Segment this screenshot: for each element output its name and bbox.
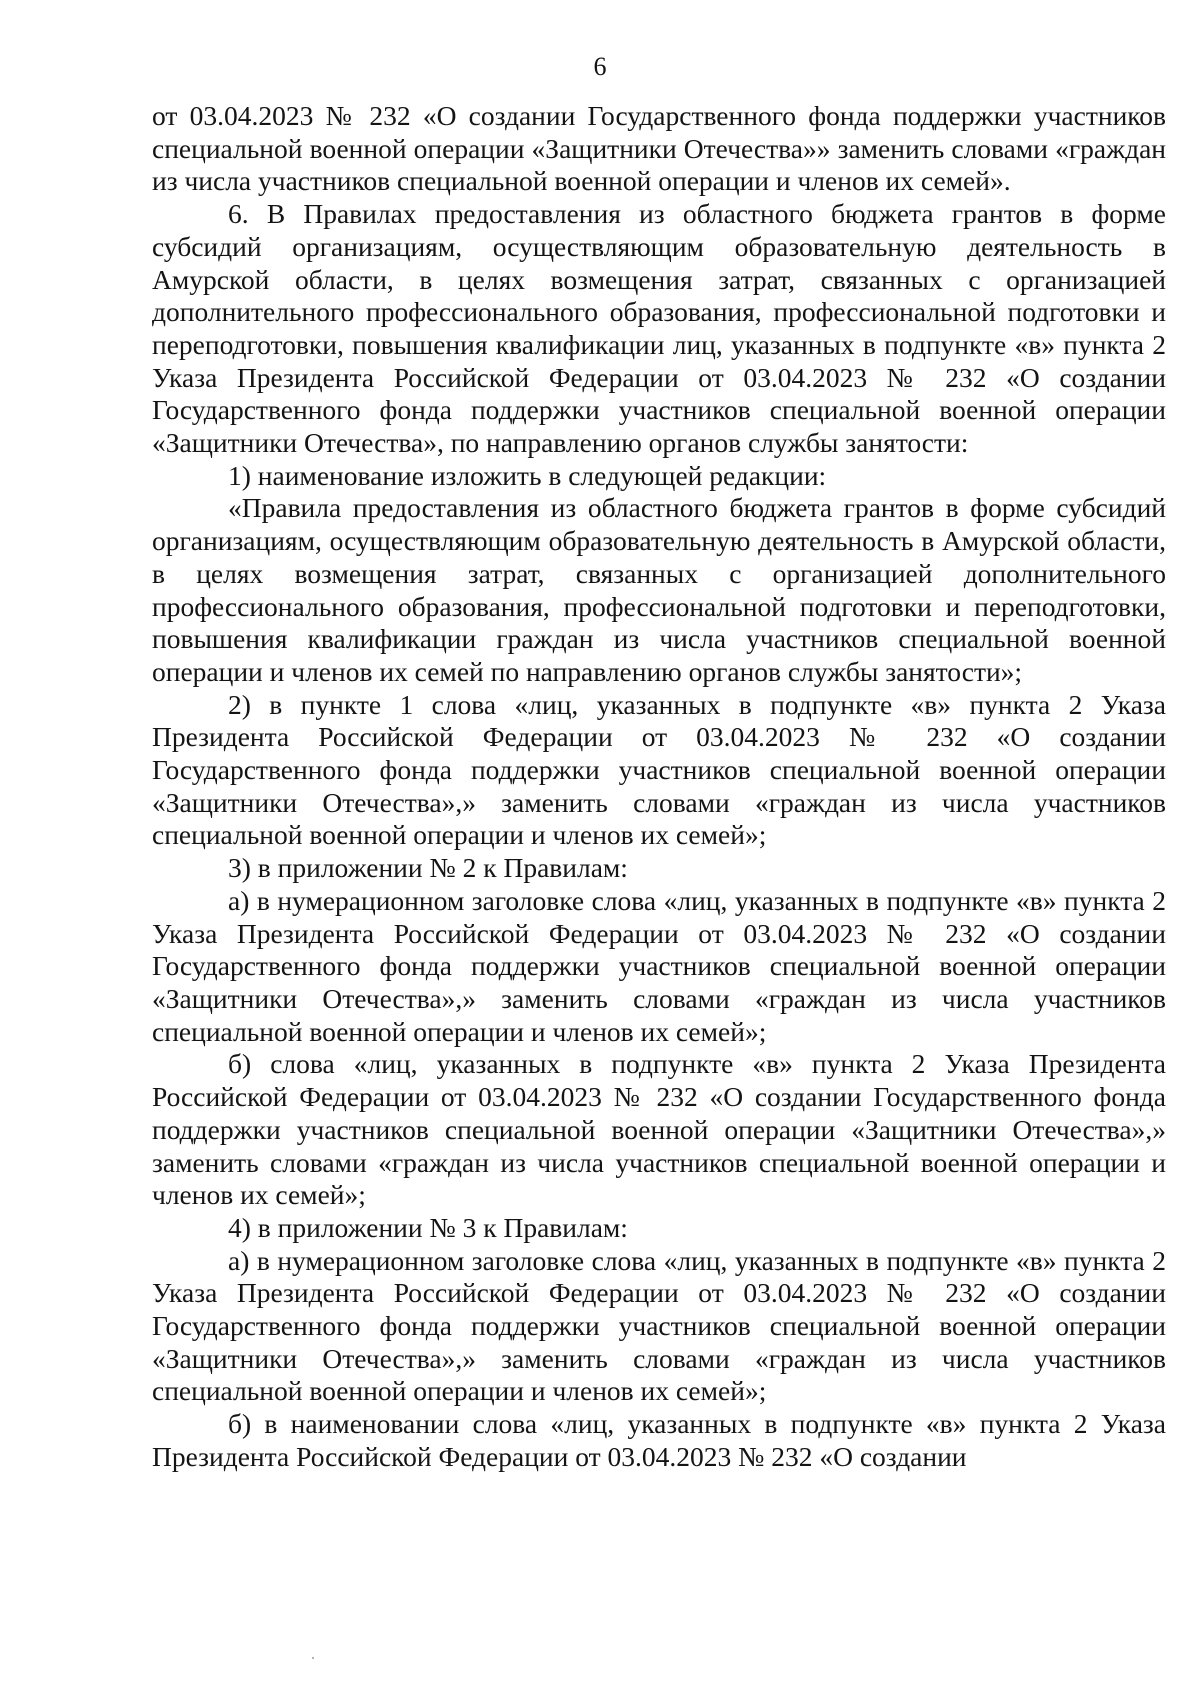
paragraph-subitem-2: 2) в пункте 1 слова «лиц, указанных в подпункте «в» пункта 2 Указа Президента Российской Федерации от 03.04.2023 № 232 «О создании Государственного фонда поддержки участников специальной военной операции «Защитники Отечества»,» заменить словами «граждан из числа участников специальной военной операции и членов их семей»; <box>152 688 1166 851</box>
paragraph-item-6: 6. В Правилах предоставления из областного бюджета грантов в форме субсидий организациям, осуществляющим образовательную деятельность в Амурской области, в целях возмещения затрат, связанных с организацией дополнительного профессионального образования, профессиональной подготовки и переподготовки, повышения квалификации лиц, указанных в подпункте «в» пункта 2 Указа Президента Российской Федерации от 03.04.2023 № 232 «О создании Государственного фонда поддержки участников специальной военной операции «Защитники Отечества», по направлению органов службы занятости: <box>152 198 1166 459</box>
paragraph-continuation: от 03.04.2023 № 232 «О создании Государственного фонда поддержки участников специальной военной операции «Защитники Отечества»» заменить словами «граждан из числа участников специальной военной операции и членов их семей». <box>152 100 1166 197</box>
paragraph-subitem-4b: б) в наименовании слова «лиц, указанных в подпункте «в» пункта 2 Указа Президента Российской Федерации от 03.04.2023 № 232 «О создании <box>152 1408 1166 1472</box>
page-number: 6 <box>593 52 607 81</box>
paragraph-subitem-4: 4) в приложении № 3 к Правилам: <box>228 1211 628 1243</box>
paragraph-quoted-title: «Правила предоставления из областного бюджета грантов в форме субсидий организациям, осуществляющим образовательную деятельность в Амурской области, в целях возмещения затрат, связанных с организацией дополнительного профессионального образования, профессиональной подготовки и переподготовки, повышения квалификации граждан из числа участников специальной военной операции и членов их семей по направлению органов службы занятости»; <box>152 492 1166 687</box>
paragraph-subitem-3a: а) в нумерационном заголовке слова «лиц, указанных в подпункте «в» пункта 2 Указа Президента Российской Федерации от 03.04.2023 № 232 «О создании Государственного фонда поддержки участников специальной военной операции «Защитники Отечества»,» заменить словами «граждан из числа участников специальной военной операции и членов их семей»; <box>152 884 1166 1047</box>
paragraph-subitem-1: 1) наименование изложить в следующей редакции: <box>228 459 827 491</box>
paragraph-subitem-4a: а) в нумерационном заголовке слова «лиц, указанных в подпункте «в» пункта 2 Указа Президента Российской Федерации от 03.04.2023 № 232 «О создании Государственного фонда поддержки участников специальной военной операции «Защитники Отечества»,» заменить словами «граждан из числа участников специальной военной операции и членов их семей»; <box>152 1244 1166 1407</box>
scan-artifact-dot <box>312 1657 314 1659</box>
document-body <box>152 100 1166 1474</box>
paragraph-subitem-3: 3) в приложении № 2 к Правилам: <box>228 852 628 884</box>
paragraph-subitem-3b: б) слова «лиц, указанных в подпункте «в» пункта 2 Указа Президента Российской Федерации от 03.04.2023 № 232 «О создании Государственного фонда поддержки участников специальной военной операции «Защитники Отечества»,» заменить словами «граждан из числа участников специальной военной операции и членов их семей»; <box>152 1048 1166 1211</box>
